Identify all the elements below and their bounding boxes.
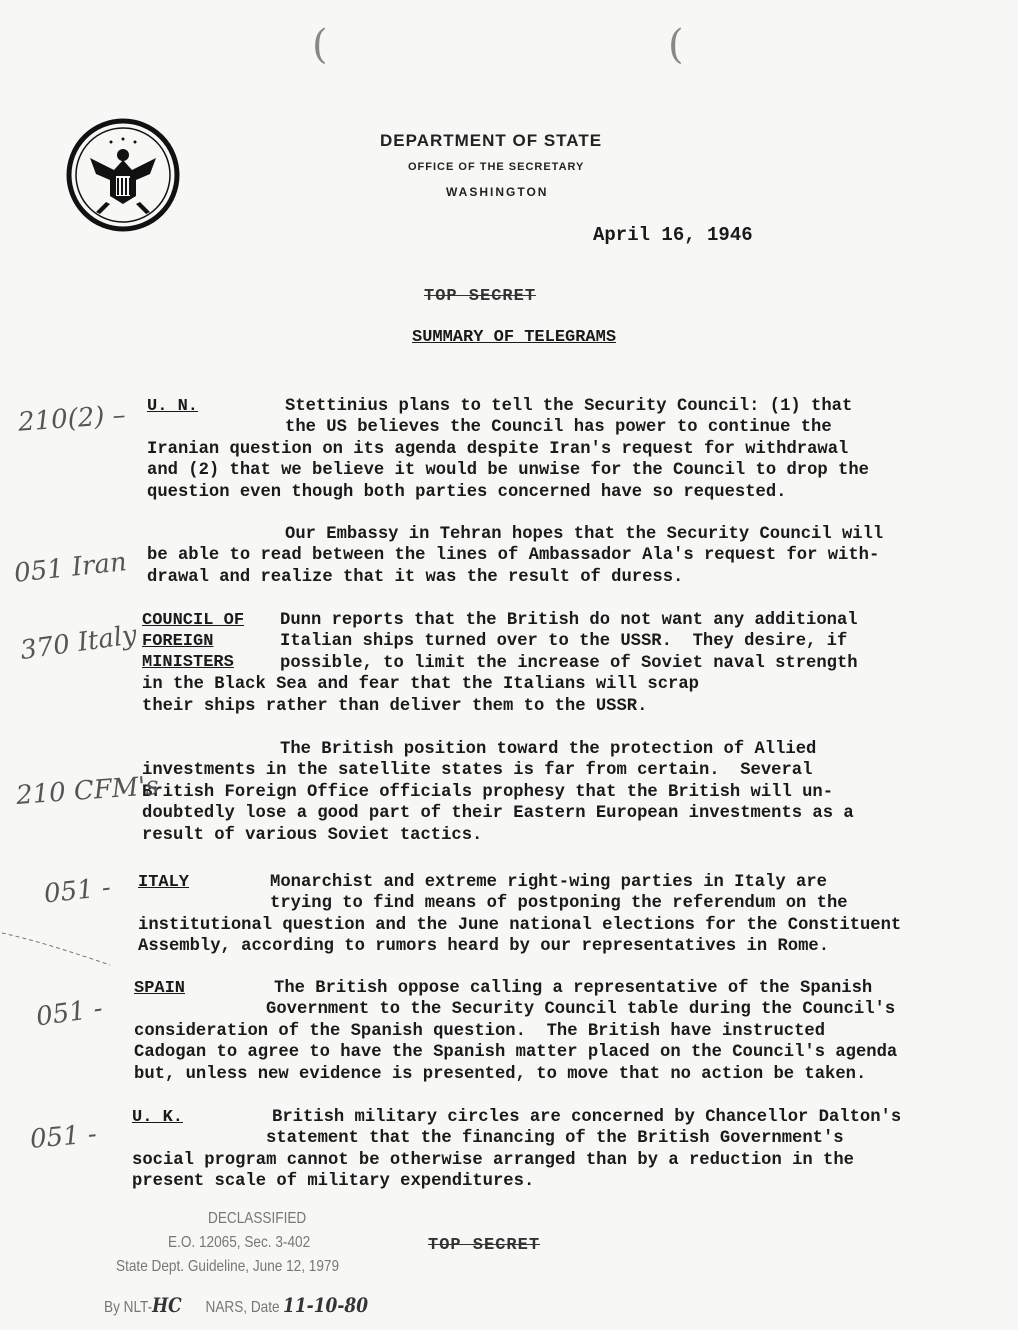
letterhead-office: OFFICE OF THE SECRETARY xyxy=(408,161,585,173)
section-label-uk: U. K. xyxy=(132,1108,184,1127)
section-uk-p1: British military circles are concerned by Chancellor Dalton's statement that the financing of the British Government's social program cannot be otherwise arranged than by a reduction in the present scale of military expenditures. xyxy=(132,1108,902,1192)
handwritten-initials: HC xyxy=(152,1293,182,1317)
handwritten-note-370-italy: 370 Italy xyxy=(18,619,139,667)
section-un-p2: Our Embassy in Tehran hopes that the Security Council will be able to read between the lines of Ambassador Ala's request for with- drawal and realize that it was the result of duress. xyxy=(147,525,884,587)
section-label-cfm: COUNCIL OF FOREIGN MINISTERS xyxy=(142,611,245,672)
section-cfm-p1: Dunn reports that the British do not want any additional Italian ships turned over to the USSR. They desire, if possible, to limit the increase of Soviet naval strength in the Black Sea and fear that the Italians will scrap their ships rather than deliver them to the USSR. xyxy=(142,611,858,716)
handwritten-note-051: 051 - xyxy=(34,993,105,1033)
declassified-by-line: By NLT-HC NARS, Date 11-10-80 xyxy=(104,1293,369,1317)
handwritten-note-051-iran: 051 Iran xyxy=(12,547,129,589)
scan-mark: ( xyxy=(668,22,684,68)
section-cfm-p2: The British position toward the protection of Allied investments in the satellite states is far from certain. Several British Foreign Office officials prophesy that the British will un- doubtedly lose a good part of their Eastern European investments as a result of various Soviet tactics. xyxy=(142,740,854,845)
declassified-eo: E.O. 12065, Sec. 3-402 xyxy=(168,1234,311,1251)
document-date: April 16, 1946 xyxy=(593,224,753,246)
declassified-guideline: State Dept. Guideline, June 12, 1979 xyxy=(116,1258,340,1275)
handwritten-note-210: 210(2) – xyxy=(17,400,127,438)
classification-top: TOP SECRET xyxy=(424,287,537,306)
stray-pen-mark xyxy=(0,925,120,970)
handwritten-note-051: 051 - xyxy=(28,1119,98,1155)
handwritten-date: 11-10-80 xyxy=(282,1293,369,1317)
handwritten-note-051: 051 - xyxy=(42,872,113,910)
document-title: SUMMARY OF TELEGRAMS xyxy=(412,328,617,347)
handwritten-note-210-cfm: 210 CFM's xyxy=(15,771,160,811)
letterhead-department: DEPARTMENT OF STATE xyxy=(380,131,603,150)
section-un-p1: Stettinius plans to tell the Security Council: (1) that the US believes the Council has power to continue the Iranian question on its agenda despite Iran's request for withdrawal and (2) that we believe it would be unwise for the Council to drop the question even though both parties concerned have so requested. xyxy=(147,397,869,502)
department-seal-icon xyxy=(66,118,180,232)
section-spain-p1: The British oppose calling a representative of the Spanish Government to the Security Council table during the Council's consideration of the Spanish question. The British have instructed Cadogan to agree to have the Spanish matter placed on the Council's agenda but, unless new evidence is presented, to move that no action be taken. xyxy=(134,979,898,1084)
section-italy-p1: Monarchist and extreme right-wing parties in Italy are trying to find means of postponing the referendum on the institutional question and the June national elections for the Constituent Assembly, according to rumors heard by our representatives in Rome. xyxy=(138,873,902,957)
section-label-spain: SPAIN xyxy=(134,979,186,998)
section-label-un: U. N. xyxy=(147,397,199,416)
section-label-italy: ITALY xyxy=(138,873,190,892)
scan-mark: ( xyxy=(312,22,328,68)
declassified-stamp: DECLASSIFIED xyxy=(208,1210,307,1227)
classification-bottom: TOP SECRET xyxy=(428,1236,541,1255)
letterhead-city: WASHINGTON xyxy=(446,185,549,199)
